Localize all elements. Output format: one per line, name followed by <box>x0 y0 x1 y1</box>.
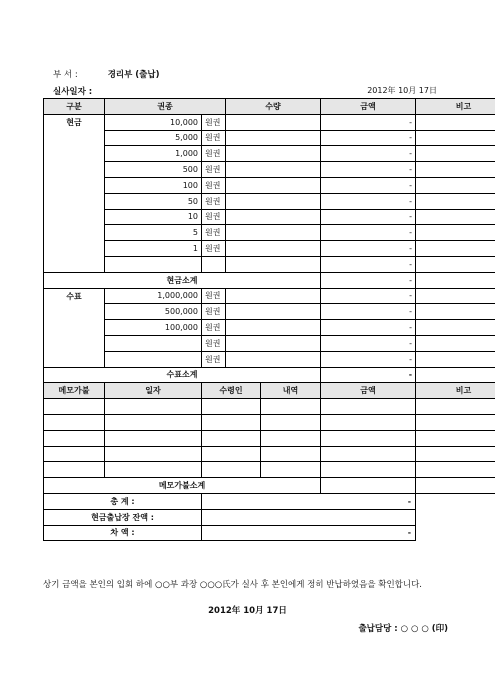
date-input[interactable] <box>105 399 202 415</box>
signing-date: 2012年 10月 17日 <box>208 606 287 616</box>
denomination-value: 50 <box>105 193 202 209</box>
cash-row <box>44 162 495 178</box>
cash-category-cell <box>44 193 105 209</box>
check-subtotal-amount: - <box>321 367 416 383</box>
recipient-input[interactable] <box>202 414 261 430</box>
denomination-value: 1,000 <box>105 146 202 162</box>
memo-subtotal-label: 메모가불소계 <box>44 478 321 494</box>
remarks-input[interactable] <box>416 399 495 415</box>
check-row <box>44 304 495 320</box>
memo-input[interactable] <box>44 414 105 430</box>
header-amount: 금액 <box>321 99 416 115</box>
cash-inspection-table <box>43 98 495 541</box>
denomination-value: 5,000 <box>105 130 202 146</box>
denomination-value <box>105 256 202 272</box>
details-input[interactable] <box>261 430 321 446</box>
remarks-input[interactable] <box>416 367 495 383</box>
amount-input[interactable] <box>321 414 416 430</box>
amount-value: - <box>321 335 416 351</box>
denomination-unit: 원권 <box>202 114 226 130</box>
memo-subtotal-row <box>44 478 495 494</box>
summary-label: 총 계 : <box>44 493 202 509</box>
recipient-input[interactable] <box>202 462 261 478</box>
denomination-unit: 원권 <box>202 177 226 193</box>
cash-row <box>44 130 495 146</box>
quantity-input[interactable] <box>226 335 321 351</box>
denomination-value: 10 <box>105 209 202 225</box>
summary-row <box>44 509 495 525</box>
memo-input[interactable] <box>44 446 105 462</box>
header-remarks: 비고 <box>416 99 495 115</box>
cash-category-cell <box>44 146 105 162</box>
denomination-unit <box>202 256 226 272</box>
details-input[interactable] <box>261 399 321 415</box>
check-category-cell <box>44 351 105 367</box>
memo-subtotal-amount[interactable] <box>321 478 416 494</box>
amount-value: - <box>321 225 416 241</box>
summary-label: 차 액 : <box>44 525 202 541</box>
summary-row <box>44 493 495 509</box>
summary-row <box>44 525 495 541</box>
check-category-cell <box>44 304 105 320</box>
denomination-unit: 원권 <box>202 241 226 257</box>
cash-category-cell <box>44 225 105 241</box>
date-input[interactable] <box>105 430 202 446</box>
quantity-input[interactable] <box>226 225 321 241</box>
quantity-input[interactable] <box>226 320 321 336</box>
details-input[interactable] <box>261 462 321 478</box>
memo-header-row <box>44 383 495 399</box>
denomination-unit: 원권 <box>202 304 226 320</box>
check-category-cell <box>44 335 105 351</box>
amount-value: - <box>321 304 416 320</box>
amount-value: - <box>321 177 416 193</box>
recipient-input[interactable] <box>202 430 261 446</box>
quantity-input[interactable] <box>226 256 321 272</box>
remarks-input[interactable] <box>416 320 495 336</box>
check-subtotal-label: 수표소계 <box>44 367 321 383</box>
remarks-input[interactable] <box>416 241 495 257</box>
amount-input[interactable] <box>321 399 416 415</box>
summary-blank <box>202 509 416 525</box>
remarks-input[interactable] <box>416 162 495 178</box>
header-quantity: 수량 <box>226 99 321 115</box>
denomination-unit: 원권 <box>202 146 226 162</box>
date-input[interactable] <box>105 462 202 478</box>
denomination-unit: 원권 <box>202 225 226 241</box>
quantity-input[interactable] <box>226 351 321 367</box>
quantity-input[interactable] <box>226 146 321 162</box>
check-row <box>44 351 495 367</box>
remarks-input[interactable] <box>416 304 495 320</box>
remarks-input[interactable] <box>416 272 495 288</box>
memo-row <box>44 446 495 462</box>
denomination-value: 500 <box>105 162 202 178</box>
department-line <box>53 68 160 80</box>
header-date: 일자 <box>105 383 202 399</box>
amount-value: - <box>321 320 416 336</box>
check-row <box>44 320 495 336</box>
cash-category-cell <box>44 256 105 272</box>
amount-value: - <box>321 256 416 272</box>
summary-gap <box>416 493 495 509</box>
remarks-input[interactable] <box>416 209 495 225</box>
header-amount: 금액 <box>321 383 416 399</box>
remarks-input[interactable] <box>416 130 495 146</box>
summary-blank: - <box>202 493 416 509</box>
amount-value: - <box>321 130 416 146</box>
signature-line: 출납담당 : ○ ○ ○ (印) <box>358 624 448 634</box>
denomination-unit: 원권 <box>202 130 226 146</box>
quantity-input[interactable] <box>226 209 321 225</box>
amount-value: - <box>321 288 416 304</box>
details-input[interactable] <box>261 414 321 430</box>
cash-category-cell <box>44 241 105 257</box>
denomination-unit: 원권 <box>202 288 226 304</box>
denomination-value: 100,000 <box>105 320 202 336</box>
inspection-date-label: 실사일자 : <box>53 87 93 97</box>
denomination-unit: 원권 <box>202 162 226 178</box>
cash-row <box>44 209 495 225</box>
amount-input[interactable] <box>321 430 416 446</box>
header-recipient: 수령인 <box>202 383 261 399</box>
remarks-input[interactable] <box>416 335 495 351</box>
table-header-row <box>44 99 495 115</box>
memo-row <box>44 430 495 446</box>
amount-value: - <box>321 193 416 209</box>
summary-blank: - <box>202 525 416 541</box>
denomination-value <box>105 335 202 351</box>
remarks-input[interactable] <box>416 193 495 209</box>
denomination-unit: 원권 <box>202 351 226 367</box>
quantity-input[interactable] <box>226 288 321 304</box>
summary-label: 현금출납장 잔액 : <box>44 509 202 525</box>
memo-input[interactable] <box>44 399 105 415</box>
details-input[interactable] <box>261 446 321 462</box>
remarks-input[interactable] <box>416 225 495 241</box>
cash-row <box>44 193 495 209</box>
check-category-cell <box>44 320 105 336</box>
check-row <box>44 288 495 304</box>
quantity-input[interactable] <box>226 130 321 146</box>
denomination-unit: 원권 <box>202 193 226 209</box>
check-subtotal-row <box>44 367 495 383</box>
cash-subtotal-row <box>44 272 495 288</box>
cash-category-cell <box>44 162 105 178</box>
denomination-value: 100 <box>105 177 202 193</box>
denomination-value <box>105 351 202 367</box>
amount-value: - <box>321 241 416 257</box>
denomination-unit: 원권 <box>202 320 226 336</box>
check-category-cell: 수표 <box>44 288 105 304</box>
recipient-input[interactable] <box>202 399 261 415</box>
cash-category-cell: 현금 <box>44 114 105 130</box>
cash-row <box>44 256 495 272</box>
department-label: 부 서 : <box>53 70 78 80</box>
memo-row <box>44 399 495 415</box>
denomination-unit: 원권 <box>202 209 226 225</box>
quantity-input[interactable] <box>226 193 321 209</box>
amount-value: - <box>321 351 416 367</box>
header-remarks: 비고 <box>416 383 495 399</box>
denomination-value: 500,000 <box>105 304 202 320</box>
cash-row <box>44 114 495 130</box>
amount-value: - <box>321 162 416 178</box>
cash-category-cell <box>44 177 105 193</box>
remarks-input[interactable] <box>416 177 495 193</box>
amount-value: - <box>321 114 416 130</box>
quantity-input[interactable] <box>226 177 321 193</box>
recipient-input[interactable] <box>202 446 261 462</box>
cash-category-cell <box>44 130 105 146</box>
memo-input[interactable] <box>44 430 105 446</box>
amount-value: - <box>321 209 416 225</box>
quantity-input[interactable] <box>226 162 321 178</box>
cash-row <box>44 146 495 162</box>
header-denomination: 권종 <box>105 99 226 115</box>
check-row <box>44 335 495 351</box>
memo-row <box>44 462 495 478</box>
header-category: 구분 <box>44 99 105 115</box>
remarks-input[interactable] <box>416 430 495 446</box>
remarks-input[interactable] <box>416 288 495 304</box>
amount-value: - <box>321 146 416 162</box>
summary-gap <box>416 509 495 525</box>
date-input[interactable] <box>105 414 202 430</box>
cash-row <box>44 241 495 257</box>
remarks-input[interactable] <box>416 462 495 478</box>
remarks-input[interactable] <box>416 114 495 130</box>
confirmation-text: 상기 금액을 본인의 입회 하에 ○○부 과장 ○○○氏가 실사 후 본인에게 정히 반납하였음을 확인합니다. <box>43 580 423 590</box>
remarks-input[interactable] <box>416 351 495 367</box>
denomination-value: 1 <box>105 241 202 257</box>
amount-input[interactable] <box>321 462 416 478</box>
cash-subtotal-amount: - <box>321 272 416 288</box>
denomination-unit: 원권 <box>202 335 226 351</box>
header-details: 내역 <box>261 383 321 399</box>
amount-input[interactable] <box>321 446 416 462</box>
memo-row <box>44 414 495 430</box>
remarks-input[interactable] <box>416 414 495 430</box>
remarks-input[interactable] <box>416 256 495 272</box>
remarks-input[interactable] <box>416 478 495 494</box>
cash-subtotal-label: 현금소계 <box>44 272 321 288</box>
department-value: 경리부 (출납) <box>107 70 160 80</box>
date-input[interactable] <box>105 446 202 462</box>
quantity-input[interactable] <box>226 114 321 130</box>
denomination-value: 10,000 <box>105 114 202 130</box>
header-memo: 메모가불 <box>44 383 105 399</box>
document-date: 2012年 10月 17日 <box>367 86 437 95</box>
denomination-value: 1,000,000 <box>105 288 202 304</box>
remarks-input[interactable] <box>416 446 495 462</box>
quantity-input[interactable] <box>226 304 321 320</box>
cash-row <box>44 177 495 193</box>
memo-input[interactable] <box>44 462 105 478</box>
cash-category-cell <box>44 209 105 225</box>
cash-row <box>44 225 495 241</box>
quantity-input[interactable] <box>226 241 321 257</box>
summary-gap <box>416 525 495 541</box>
denomination-value: 5 <box>105 225 202 241</box>
remarks-input[interactable] <box>416 146 495 162</box>
